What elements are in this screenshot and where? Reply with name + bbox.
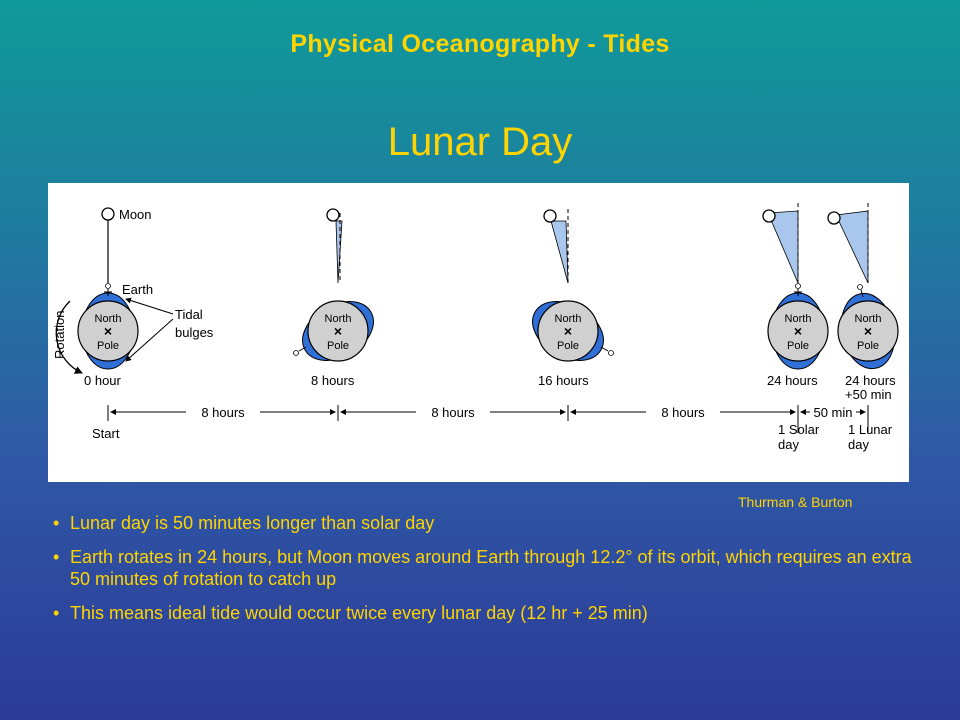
north-label: North	[854, 313, 882, 325]
stage-24-hours	[763, 203, 828, 388]
lag-wedge	[336, 221, 342, 283]
person-icon	[601, 347, 614, 356]
time-label: 0 hour	[84, 373, 121, 388]
interval-label: 8 hours	[431, 405, 475, 420]
start-label: Start	[92, 426, 120, 441]
lag-wedge	[551, 221, 568, 283]
lunar-day-diagram	[48, 183, 909, 482]
tidal-pointer-top	[126, 299, 173, 314]
rotation-label: Rotation	[52, 310, 67, 359]
north-label: North	[784, 313, 812, 325]
moon-icon	[828, 212, 840, 224]
person-icon	[294, 347, 307, 356]
north-label: North	[324, 313, 352, 325]
tidal-label: Tidal	[175, 307, 203, 322]
moon-icon	[763, 210, 775, 222]
time-label-extra: +50 min	[845, 387, 892, 402]
solar-label-2: day	[778, 437, 799, 452]
north-label: North	[94, 313, 122, 325]
slide-header: Physical Oceanography - Tides	[290, 30, 670, 58]
pole-label: Pole	[96, 340, 120, 352]
interval-label: 8 hours	[201, 405, 245, 420]
bulges-label: bulges	[175, 325, 214, 340]
stage-16-hours	[522, 209, 614, 388]
stage-24-hours-50-min	[828, 203, 901, 402]
image-credit: Thurman & Burton	[738, 494, 853, 510]
pole-label: Pole	[556, 340, 580, 352]
lag-wedge	[836, 211, 868, 283]
bullet-icon: •	[53, 603, 60, 623]
moon-icon	[102, 208, 114, 220]
bullet-list	[50, 512, 930, 636]
pole-label: Pole	[856, 340, 880, 352]
pole-mark: ×	[563, 323, 573, 339]
lunar-label-2: day	[848, 437, 869, 452]
bullet-item	[50, 546, 930, 590]
bullet-item	[50, 602, 930, 624]
bullet-text: This means ideal tide would occur twice every lunar day (12 hr + 25 min)	[70, 603, 648, 623]
time-label: 8 hours	[311, 373, 355, 388]
stage-8-hours	[292, 209, 384, 388]
stage-0-hour	[52, 207, 214, 388]
pole-mark: ×	[863, 323, 873, 339]
earth-label: Earth	[122, 282, 154, 297]
time-label: 24 hours	[767, 373, 818, 388]
time-label: 16 hours	[538, 373, 589, 388]
pole-mark: ×	[333, 323, 343, 339]
slide-title: Lunar Day	[387, 120, 573, 164]
interval-label: 8 hours	[661, 405, 705, 420]
timeline	[92, 405, 893, 452]
lag-wedge	[768, 211, 798, 283]
bullet-item	[50, 512, 930, 534]
bullet-icon: •	[53, 513, 60, 533]
bullet-text: Lunar day is 50 minutes longer than solar day	[70, 513, 435, 533]
north-label: North	[554, 313, 582, 325]
pole-label: Pole	[326, 340, 350, 352]
pole-mark: ×	[793, 323, 803, 339]
time-label: 24 hours	[845, 373, 896, 388]
moon-icon	[327, 209, 339, 221]
pole-mark: ×	[103, 323, 113, 339]
bullet-icon: •	[53, 547, 60, 567]
lunar-label-1: 1 Lunar	[848, 422, 893, 437]
moon-icon	[544, 210, 556, 222]
bullet-text: Earth rotates in 24 hours, but Moon moves around Earth through 12.2° of its orbit, which requires an extra 50 minutes of rotation to catch up	[70, 547, 912, 589]
solar-label-1: 1 Solar	[778, 422, 820, 437]
lunar-day-svg	[48, 183, 909, 482]
interval-label: 50 min	[813, 405, 853, 420]
pole-label: Pole	[786, 340, 810, 352]
moon-label: Moon	[119, 207, 152, 222]
